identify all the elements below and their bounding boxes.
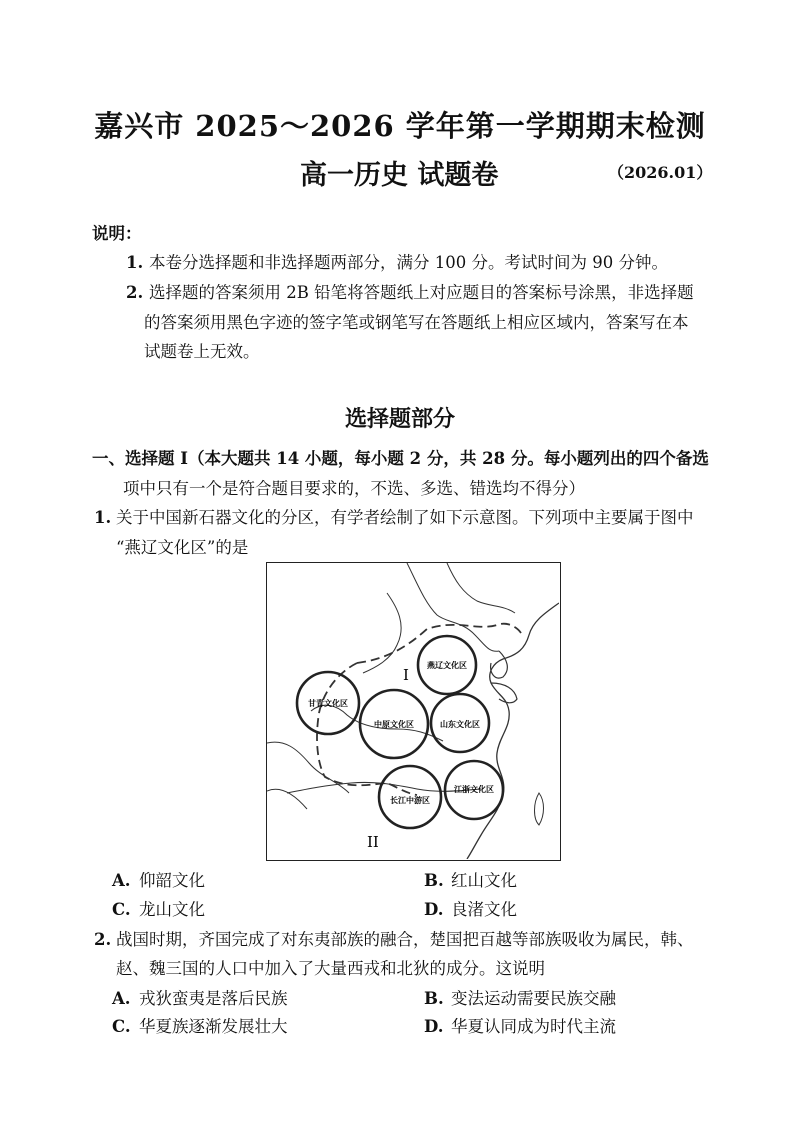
q1-option-c-text: 龙山文化	[139, 900, 205, 919]
q1-option-d-label: D.	[424, 900, 444, 919]
q2-number: 2.	[94, 930, 112, 949]
q1-number: 1.	[94, 508, 112, 527]
label-yanliao: 燕辽文化区	[427, 661, 467, 670]
instruction-1-text: 本卷分选择题和非选择题两部分，满分 100 分。考试时间为 90 分钟。	[149, 253, 668, 272]
label-zhongyuan: 中原文化区	[374, 720, 414, 729]
q2-option-a-text: 戎狄蛮夷是落后民族	[139, 989, 288, 1008]
instructions-heading: 说明：	[92, 224, 142, 243]
instruction-1-num: 1.	[126, 253, 144, 272]
instruction-2-line2: 的答案须用黑色字迹的签字笔或钢笔写在答题纸上相应区域内，答案写在本	[144, 313, 689, 332]
exam-subtitle: 高一历史 试题卷	[300, 160, 499, 191]
q1-option-c-label: C.	[112, 900, 131, 919]
q1-option-b-label: B.	[424, 871, 444, 890]
map-geography	[267, 563, 559, 859]
neolithic-culture-map	[266, 562, 561, 861]
section-title: 选择题部分	[344, 406, 455, 432]
q2-option-c-text: 华夏族逐渐发展壮大	[139, 1017, 288, 1036]
q2-option-d-label: D.	[424, 1017, 444, 1036]
zone-label-2: II	[367, 833, 379, 851]
instruction-2-line1: 选择题的答案须用 2B 铅笔将答题纸上对应题目的答案标号涂黑，非选择题	[149, 283, 694, 302]
part1-line1: 一、选择题 I（本大题共 14 小题，每小题 2 分，共 28 分。每小题列出的四个备选	[92, 449, 709, 468]
zone-label-1: I	[403, 666, 409, 684]
q2-option-a-label: A.	[112, 989, 131, 1008]
q2-option-c-label: C.	[112, 1017, 131, 1036]
q2-stem-line1: 战国时期，齐国完成了对东夷部族的融合，楚国把百越等部族吸收为属民，韩、	[116, 930, 694, 949]
instruction-2-line3: 试题卷上无效。	[144, 342, 260, 361]
q1-stem-line2: “燕辽文化区”的是	[116, 538, 249, 557]
q2-option-d-text: 华夏认同成为时代主流	[451, 1017, 616, 1036]
label-ganqing: 甘青文化区	[308, 699, 348, 708]
q1-stem-line1: 关于中国新石器文化的分区，有学者绘制了如下示意图。下列项中主要属于图中	[116, 508, 694, 527]
q1-option-a-label: A.	[112, 871, 131, 890]
q2-option-b-text: 变法运动需要民族交融	[451, 989, 616, 1008]
q2-stem-line2: 赵、魏三国的人口中加入了大量西戎和北狄的成分。这说明	[116, 959, 545, 978]
label-shandong: 山东文化区	[440, 720, 480, 729]
q1-option-b-text: 红山文化	[451, 871, 517, 890]
q2-option-b-label: B.	[424, 989, 444, 1008]
label-jiangzhe: 江浙文化区	[454, 785, 494, 794]
label-changjiang: 长江中游区	[390, 796, 430, 805]
exam-date: （2026.01）	[608, 163, 713, 182]
instruction-2-num: 2.	[126, 283, 144, 302]
q1-option-d-text: 良渚文化	[451, 900, 517, 919]
q1-option-a-text: 仰韶文化	[139, 871, 205, 890]
part1-line2: 项中只有一个是符合题目要求的，不选、多选、错选均不得分）	[123, 479, 585, 498]
exam-title: 嘉兴市 2025～2026 学年第一学期期末检测	[94, 109, 706, 143]
